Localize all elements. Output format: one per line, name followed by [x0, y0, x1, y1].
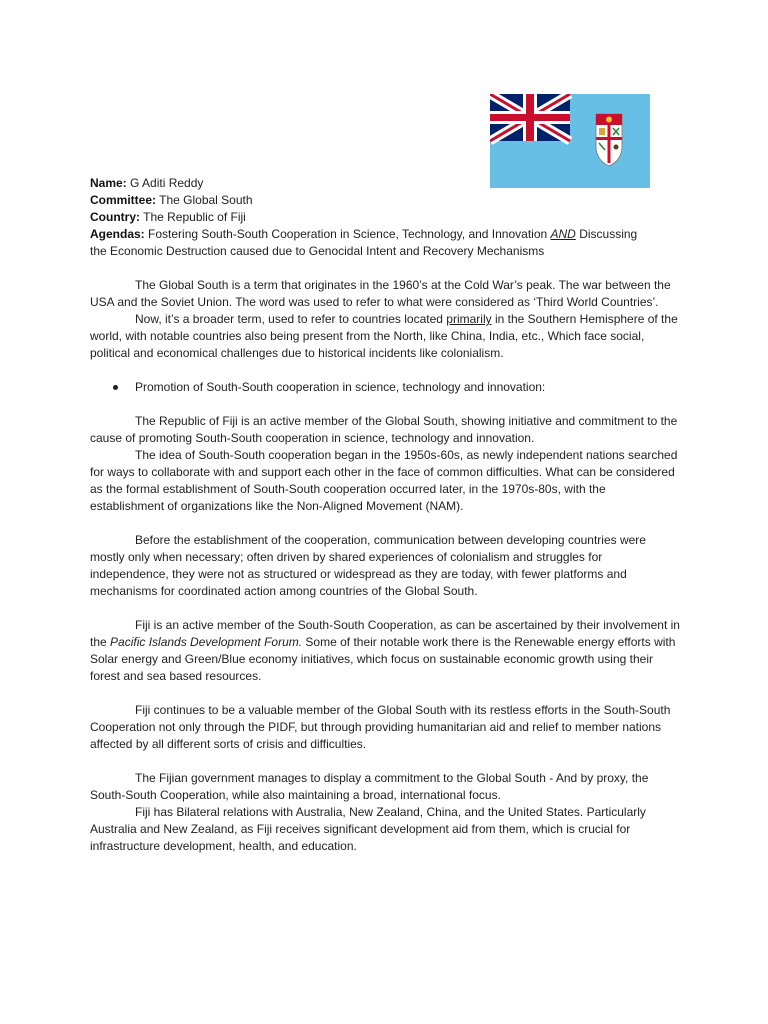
committee-label: Committee:: [90, 193, 157, 207]
flag-graphic: [490, 94, 650, 188]
body-p4-italic: Pacific Islands Development Forum.: [110, 635, 303, 649]
body-p4-end: Some of their notable work there is the Renewable energy efforts with Solar energy and Green/Blue economy initiatives, which focus on sustainable economic growth using their forest and sea based resources.: [90, 635, 676, 683]
body-paragraph-4: [90, 617, 680, 685]
committee-value: The Global South: [156, 193, 253, 207]
intro-p2-underlined: primarily: [446, 312, 492, 326]
country-label: Country:: [90, 210, 140, 224]
body-p4-start: Fiji is an active member of the South-South Cooperation, as can be ascertained by their involvement in the: [90, 618, 680, 649]
country-value: The Republic of Fiji: [140, 210, 246, 224]
agendas-label: Agendas:: [90, 227, 145, 241]
name-line: [90, 175, 680, 192]
agendas-text-end: Discussing: [575, 227, 638, 241]
coat-of-arms-shield-icon: [596, 114, 622, 166]
union-jack-icon: [490, 94, 570, 141]
agendas-line-2: the Economic Destruction caused due to Genocidal Intent and Recovery Mechanisms: [90, 244, 545, 258]
fiji-flag-icon: [490, 94, 650, 188]
body-paragraph-2: The idea of South-South cooperation began in the 1950s-60s, as newly independent nations searched for ways to collaborate with and support each other in the face of common difficulties. What can be considered as the formal establishment of South-South cooperation occurred later, in the 1970s-80s, with the establishment of organizations like the Non-Aligned Movement (NAM).: [90, 448, 678, 513]
body-paragraph-1: The Republic of Fiji is an active member of the Global South, showing initiative and commitment to the cause of promoting South-South cooperation in science, technology and innovation.: [90, 414, 678, 445]
agendas-line: [90, 226, 680, 243]
name-label: Name:: [90, 176, 127, 190]
name-value: G Aditi Reddy: [126, 176, 204, 190]
intro-p2-end: in the Southern Hemisphere of the world, with notable countries also being present from the North, like China, India, etc., Which face social, political and economical challenges due to historical incidents like colonialism.: [90, 312, 678, 360]
agendas-text: Fostering South-South Cooperation in Science, Technology, and Innovation: [144, 227, 551, 241]
body-paragraph-6: The Fijian government manages to display a commitment to the Global South - And by proxy, the South-South Cooperation, while also maintaining a broad, international focus.: [90, 771, 649, 802]
intro-paragraph-1: The Global South is a term that originates in the 1960’s at the Cold War’s peak. The war between the USA and the Soviet Union. The word was used to refer to what were considered as ‘Third World Countries’.: [90, 278, 671, 309]
country-line: [90, 209, 680, 226]
body-paragraph-7: Fiji has Bilateral relations with Australia, New Zealand, China, and the United States. Particularly Australia and New Zealand, as Fiji receives significant development aid from them, which is crucial for infrastructure development, health, and education.: [90, 805, 646, 853]
bullet-item: [90, 379, 680, 396]
agendas-and: AND: [550, 227, 576, 241]
header-block: [90, 175, 680, 855]
bullet-text: Promotion of South-South cooperation in science, technology and innovation:: [135, 380, 546, 394]
body-paragraph-3: Before the establishment of the cooperation, communication between developing countries were mostly only when necessary; often driven by shared experiences of colonialism and struggles for independence, they were not as structured or widespread as they are today, with fewer platforms and mechanisms for coordinated action among countries of the Global South.: [90, 533, 646, 598]
committee-line: [90, 192, 680, 209]
bullet-icon: [113, 385, 118, 390]
intro-p2-start: Now, it’s a broader term, used to refer to countries located: [135, 312, 447, 326]
body-paragraph-5: Fiji continues to be a valuable member of the Global South with its restless efforts in the South-South Cooperation not only through the PIDF, but through providing humanitarian aid and relief to member nations affected by all different sorts of crisis and difficulties.: [90, 703, 671, 751]
intro-paragraph-2: [90, 311, 680, 362]
